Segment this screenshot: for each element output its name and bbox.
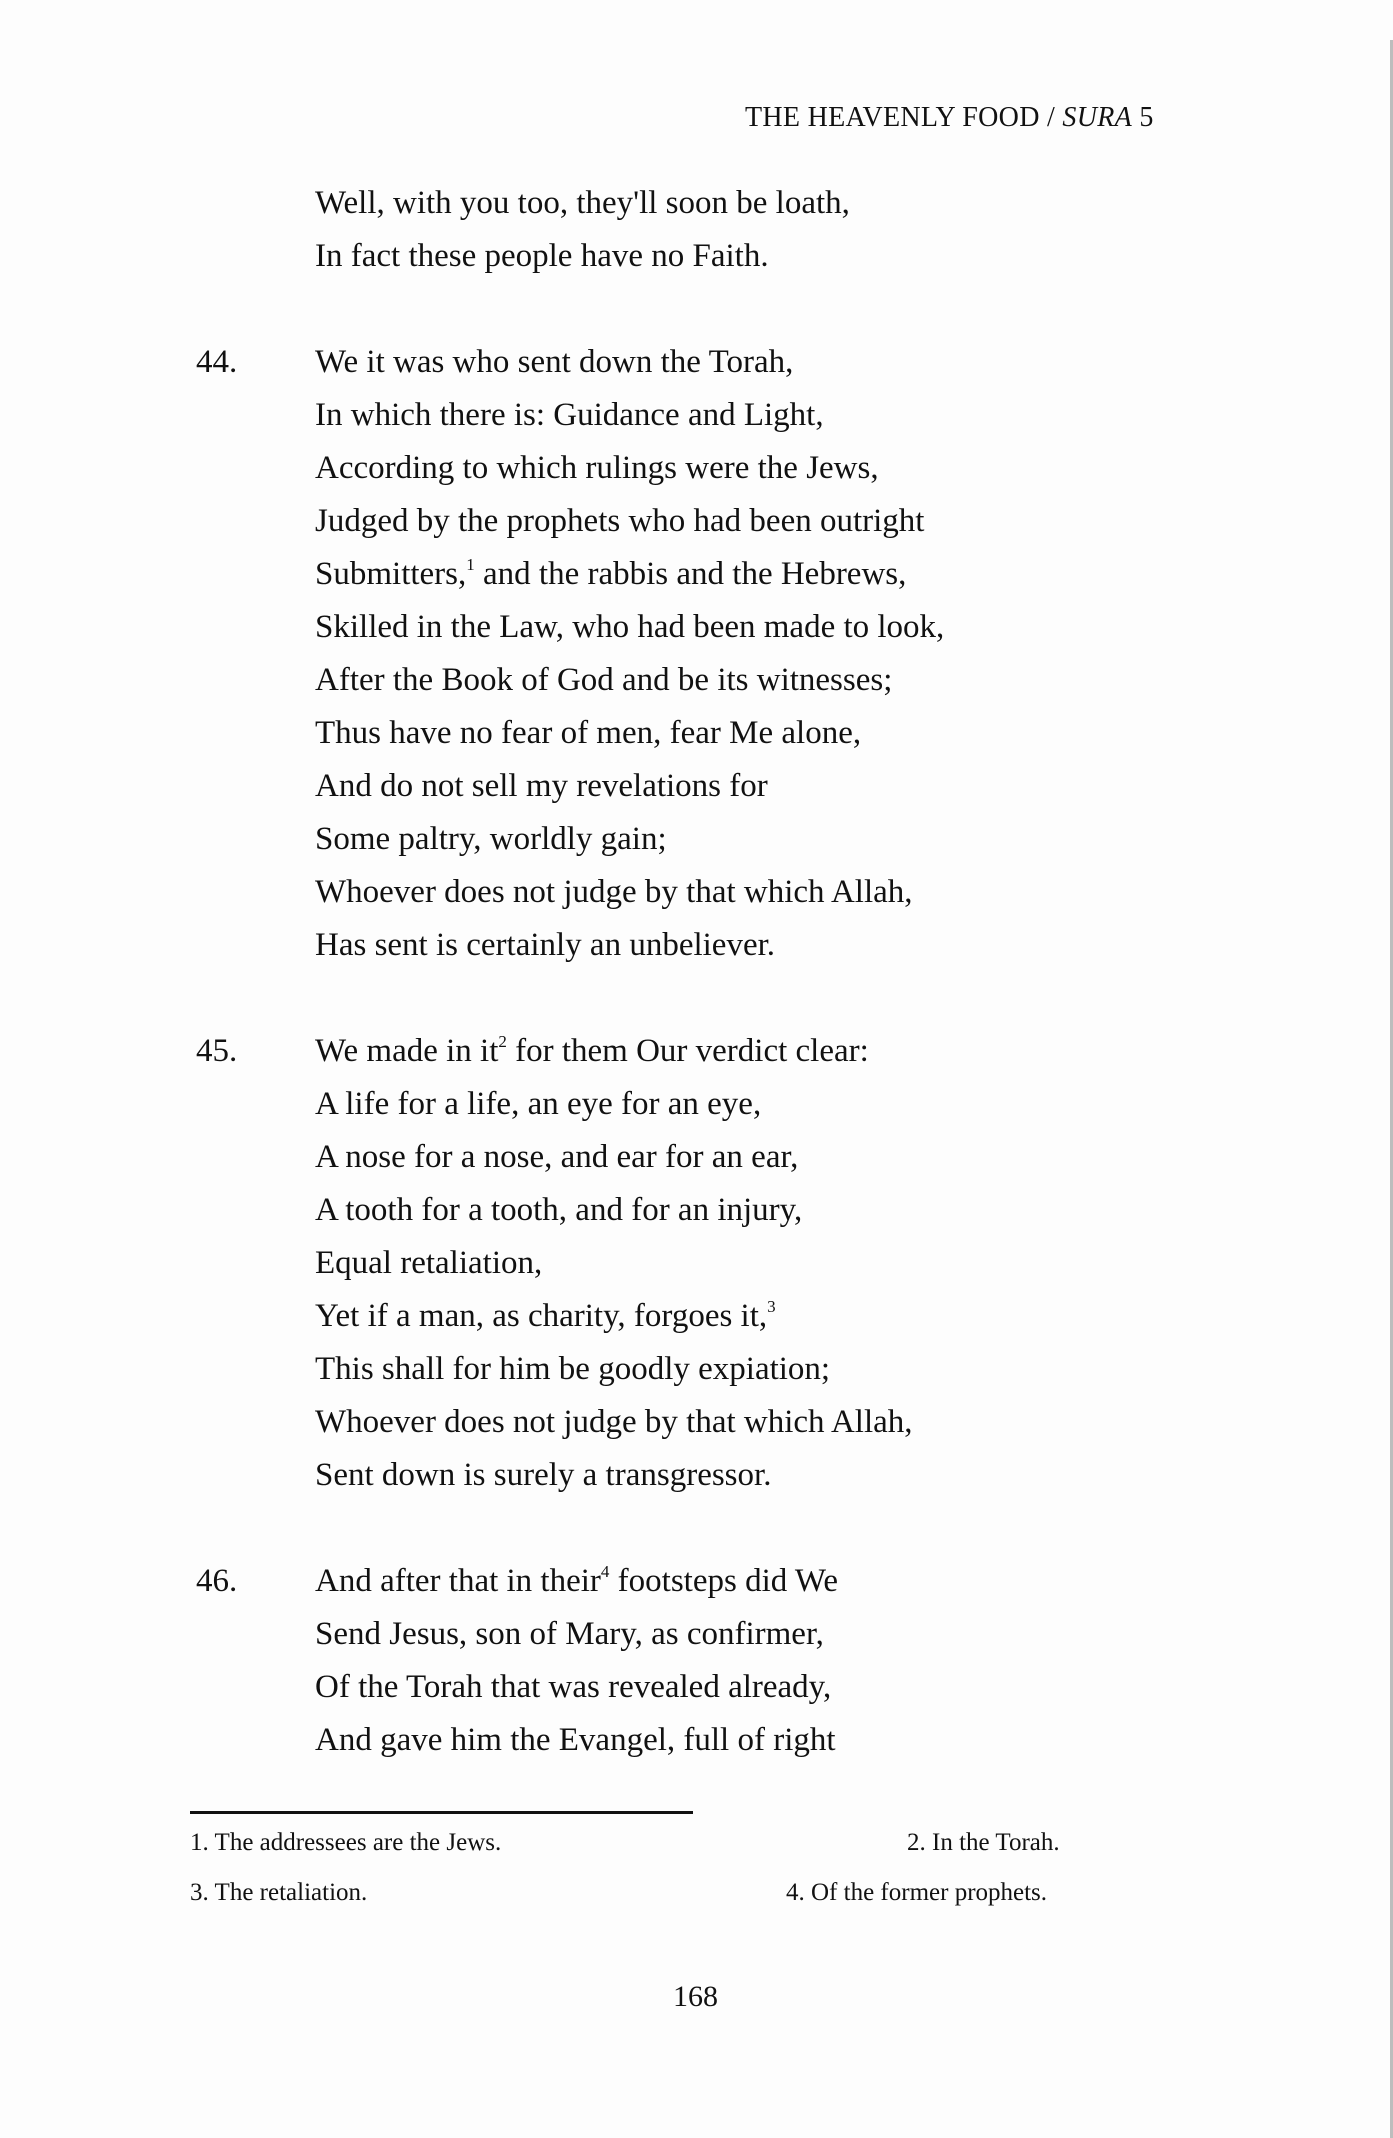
page-number: 168 <box>673 1980 718 2013</box>
verse-line <box>315 397 824 434</box>
verse-line <box>315 344 793 381</box>
line-text: footsteps did We <box>609 1563 839 1599</box>
verse-line <box>315 503 924 540</box>
continuation-line: Well, with you too, they'll soon be loath, <box>315 185 850 221</box>
line-text: Some paltry, worldly gain; <box>315 821 667 857</box>
verse-line <box>315 821 667 858</box>
footnote-2: 2. In the Torah. <box>907 1829 1060 1856</box>
footnote-1: 1. The addressees are the Jews. <box>190 1829 502 1856</box>
header-sura-label: SURA <box>1062 102 1133 133</box>
line-text: And gave him the Evangel, full of right <box>315 1722 836 1758</box>
line-text: A life for a life, an eye for an eye, <box>315 1086 762 1122</box>
line-text: Send Jesus, son of Mary, as confirmer, <box>315 1616 824 1652</box>
verse-number: 45. <box>196 1033 238 1069</box>
verse-line <box>315 1033 869 1070</box>
line-text: And do not sell my revelations for <box>315 768 768 804</box>
verse-line <box>315 662 892 699</box>
line-text: And after that in their <box>315 1563 601 1599</box>
verse-line <box>315 1722 836 1759</box>
footnote-separator <box>190 1811 693 1814</box>
line-text: Skilled in the Law, who had been made to look, <box>315 609 945 645</box>
verse-line <box>315 1616 824 1653</box>
line-text: for them Our verdict clear: <box>506 1033 869 1069</box>
verse-line <box>315 1245 542 1282</box>
verse-line <box>315 450 879 487</box>
footnote-ref[interactable]: 2 <box>498 1032 507 1051</box>
verse-line <box>315 874 913 911</box>
verse-line <box>315 1457 771 1494</box>
line-text: Judged by the prophets who had been outright <box>315 503 925 539</box>
line-text: Has sent is certainly an unbeliever. <box>315 927 776 963</box>
verse-line <box>315 1404 913 1441</box>
footnote-ref[interactable]: 3 <box>767 1297 776 1316</box>
verse-line <box>315 768 768 805</box>
line-text: After the Book of God and be its witnesses; <box>315 662 893 698</box>
line-text: Of the Torah that was revealed already, <box>315 1669 832 1705</box>
verse-line <box>315 1669 831 1706</box>
verse-line <box>315 609 944 646</box>
verse-line <box>315 1139 798 1176</box>
verse-line <box>315 715 861 752</box>
line-text: We it was who sent down the Torah, <box>315 344 794 380</box>
line-text: Whoever does not judge by that which Allah, <box>315 1404 913 1440</box>
footnote-ref[interactable]: 4 <box>600 1562 610 1581</box>
line-text: In which there is: Guidance and Light, <box>315 397 824 433</box>
footnote-ref[interactable]: 1 <box>466 555 475 574</box>
verse-line <box>315 1298 776 1335</box>
footnote-3: 3. The retaliation. <box>190 1879 368 1906</box>
footnote-4: 4. Of the former prophets. <box>786 1879 1048 1906</box>
verse-line <box>315 556 906 593</box>
continuation-line: In fact these people have no Faith. <box>315 238 769 274</box>
line-text: A nose for a nose, and ear for an ear, <box>315 1139 799 1175</box>
line-text: Equal retaliation, <box>315 1245 543 1281</box>
line-text: Thus have no fear of men, fear Me alone, <box>315 715 862 751</box>
header-sura-number: 5 <box>1139 102 1154 133</box>
header-title: THE HEAVENLY FOOD / <box>745 102 1056 133</box>
line-text: Submitters, <box>315 556 467 592</box>
line-text: and the rabbis and the Hebrews, <box>474 556 907 592</box>
line-text: This shall for him be goodly expiation; <box>315 1351 831 1387</box>
verse-line <box>315 1351 830 1388</box>
line-text: Yet if a man, as charity, forgoes it, <box>315 1298 768 1334</box>
verse-line <box>315 1192 802 1229</box>
verse-line <box>315 1086 761 1123</box>
verse-number: 46. <box>196 1563 238 1599</box>
verse-number: 44. <box>196 344 238 380</box>
line-text: Whoever does not judge by that which Allah, <box>315 874 913 910</box>
verse-line <box>315 927 775 964</box>
line-text: A tooth for a tooth, and for an injury, <box>315 1192 803 1228</box>
line-text: Sent down is surely a transgressor. <box>315 1457 772 1493</box>
verse-line <box>315 1563 838 1600</box>
running-header <box>745 102 1154 134</box>
line-text: According to which rulings were the Jews, <box>315 450 879 486</box>
line-text: We made in it <box>315 1033 499 1069</box>
